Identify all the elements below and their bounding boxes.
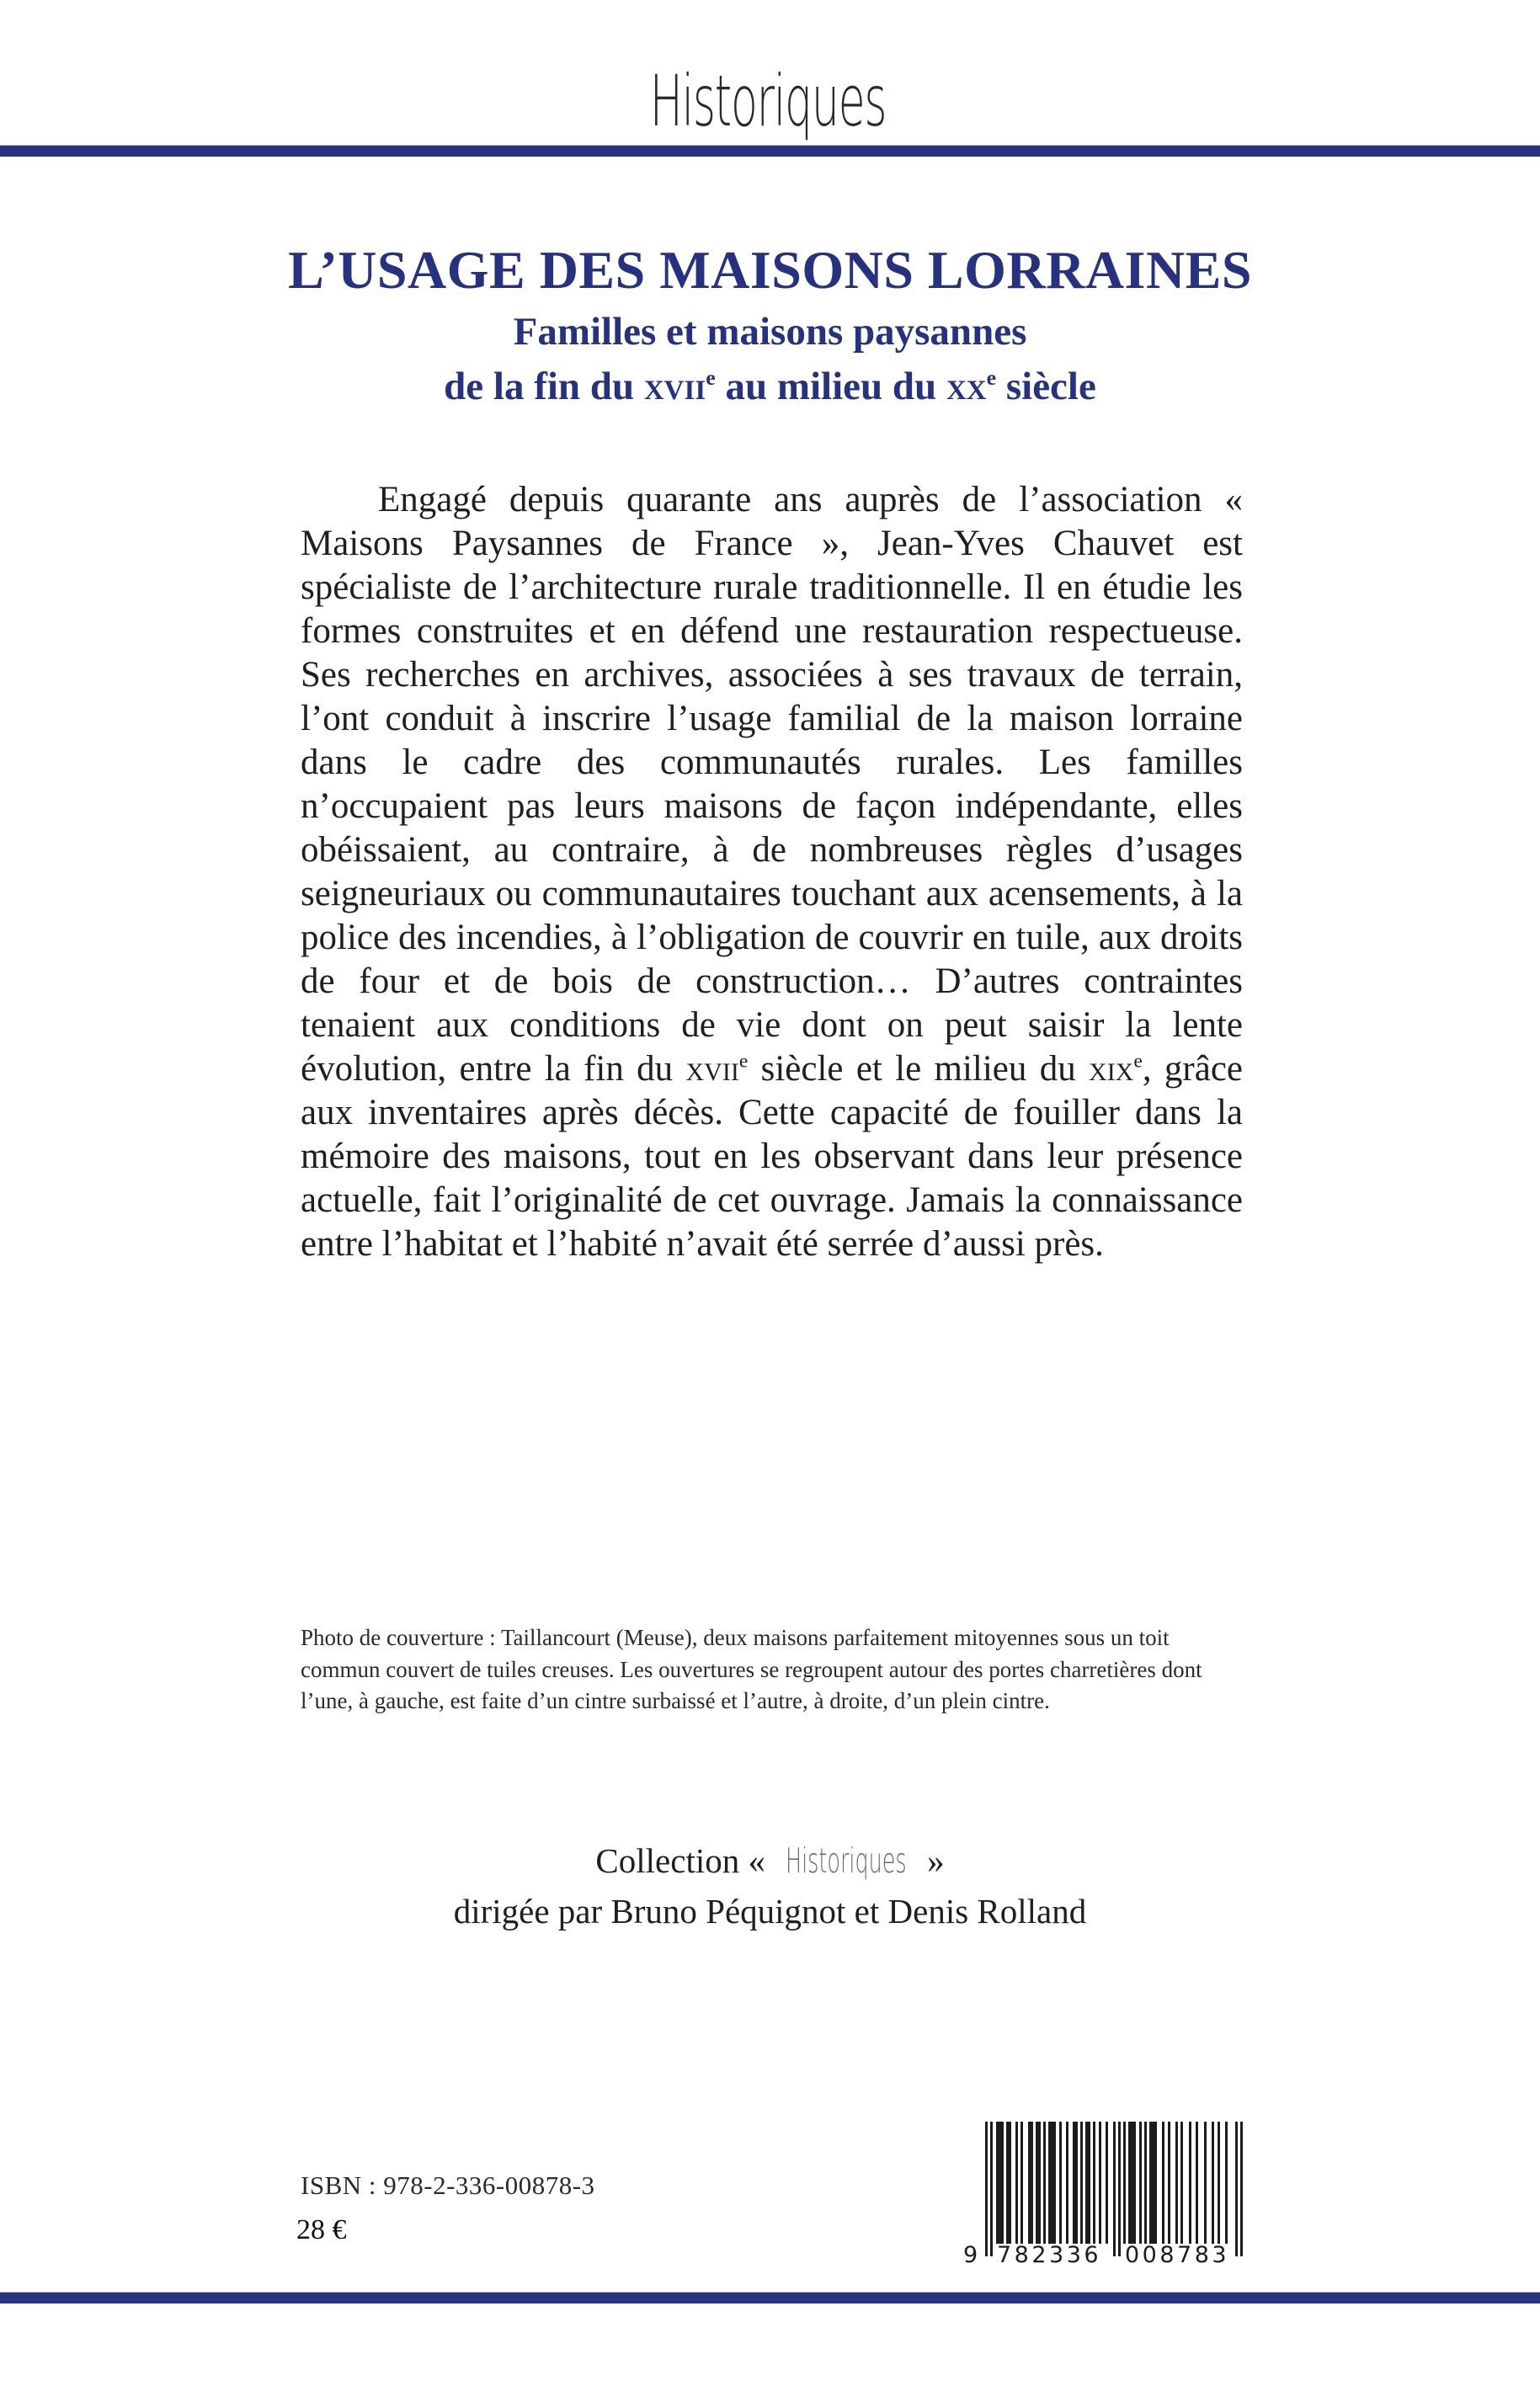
collection-suffix: » [918,1841,945,1880]
barcode-digits-right: 008783 [1125,2242,1230,2268]
back-cover-blurb [301,478,1243,1266]
blurb-text: , grâce aux inventaires après décès. Cette capacité de fouiller dans la mémoire des maisons, tout en les observant dans leur présence actuelle, fait l’originalité de cet ouvrage. Jamais la connaissance entre l’habitat et l’habité n’avait été serrée d’aussi près. [301,1049,1244,1264]
subtitle-text: siècle [996,365,1096,408]
century-numeral: xvii [643,365,706,408]
isbn: ISBN : 978-2-336-00878-3 [301,2170,595,2200]
ordinal-superscript: e [706,365,716,391]
book-title: L’USAGE DES MAISONS LORRAINES [288,240,1252,300]
top-band-divider [0,145,1540,157]
subtitle-text: de la fin du [444,365,644,408]
blurb-text: siècle et le milieu du [748,1049,1090,1089]
barcode-digit-first: 9 [963,2242,978,2268]
bottom-band-divider [0,2292,1540,2303]
collection-directors: dirigée par Bruno Péquignot et Denis Rolland [453,1892,1087,1931]
century-numeral: xix [1089,1049,1134,1089]
book-subtitle-line2 [0,361,1540,412]
century-numeral: xvii [685,1049,739,1089]
blurb-paragraph [301,478,1243,1266]
ordinal-superscript: e [986,365,997,391]
price: 28 € [296,2214,347,2245]
barcode [960,2120,1250,2271]
photo-caption: Photo de couverture : Taillancourt (Meuse), deux maisons parfaitement mitoyennes sous un toit commun couvert de tuiles creuses. Les ouvertures se regroupent autour des portes charretières dont l’une, à gauche, est faite d’un cintre surbaissé et l’autre, à droite, d’un plein cintre. [301,1625,1202,1713]
subtitle-text: au milieu du [715,365,946,408]
century-numeral: xx [946,365,987,408]
barcode-digits-left: 782336 [997,2242,1102,2268]
collection-logo: Historiques [649,60,887,142]
collection-line [0,1835,1540,1886]
book-subtitle-line1: Familles et maisons paysannes [513,310,1027,354]
ordinal-superscript: e [1133,1050,1143,1073]
ordinal-superscript: e [738,1050,749,1073]
collection-name-logo: Historiques [786,1840,907,1881]
collection-prefix: Collection « [595,1841,775,1880]
blurb-text: Engagé depuis quarante ans auprès de l’association « Maisons Paysannes de France », Jean-Yves Chauvet est spécialiste de l’architecture rurale traditionnelle. Il en étudie les formes construites et en défend une restauration respectueuse. Ses recherches en archives, associées à ses travaux de terrain, l’ont conduit à inscrire l’usage familial de la maison lorraine dans le cadre des communautés rurales. Les familles n’occupaient pas leurs maisons de façon indépendante, elles obéissaient, au contraire, à de nombreuses règles d’usages seigneuriaux ou communautaires touchant aux acensements, à la police des incendies, à l’obligation de couvrir en tuile, aux droits de four et de bois de construction… D’autres contraintes tenaient aux conditions de vie dont on peut saisir la lente évolution, entre la fin du [301,480,1243,1089]
